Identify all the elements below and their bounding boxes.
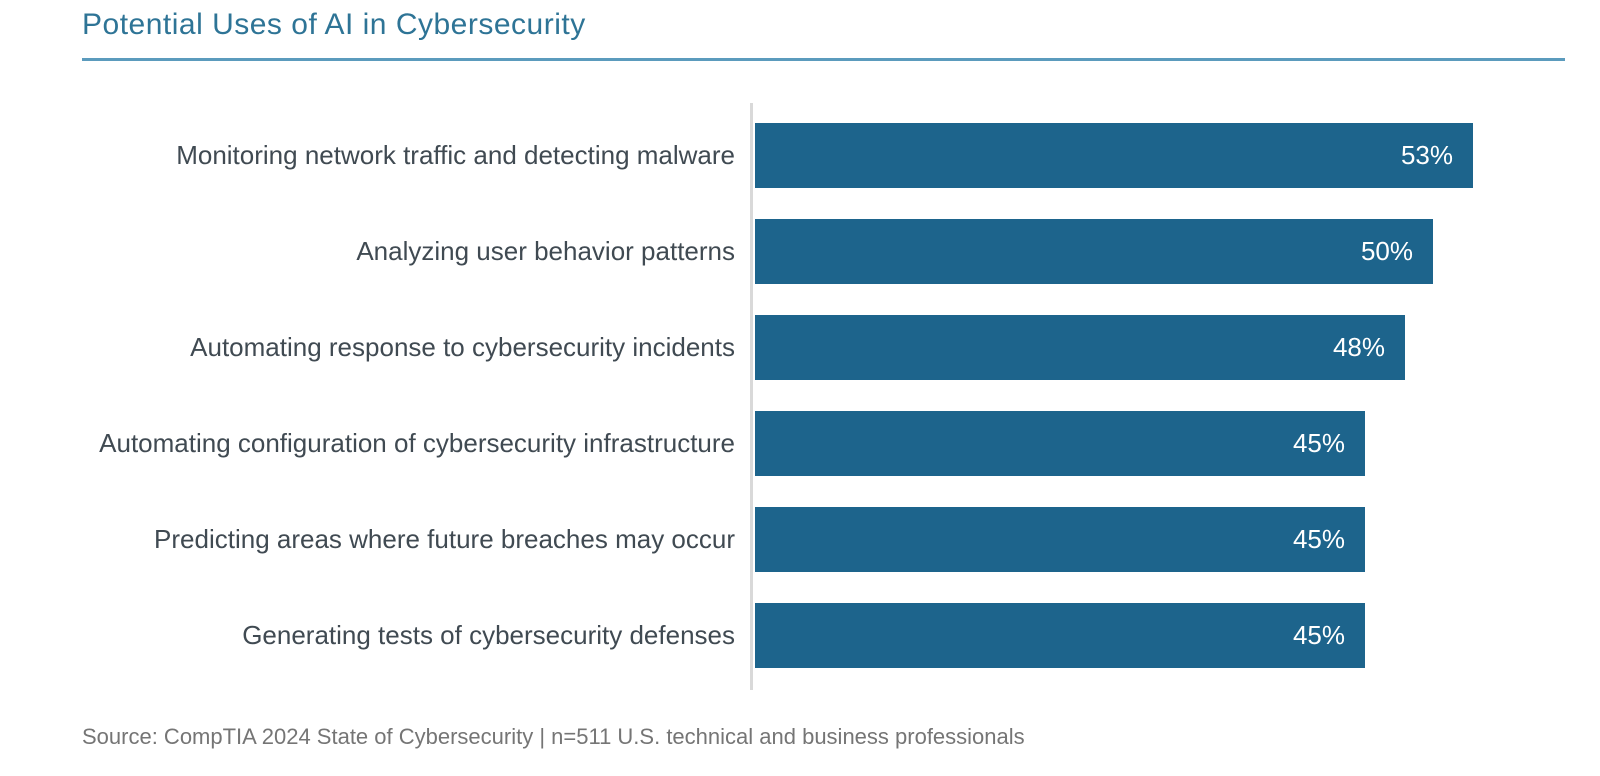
chart-row — [82, 315, 1572, 380]
bar — [755, 603, 1365, 668]
bar — [755, 507, 1365, 572]
value-label: 53% — [1400, 140, 1453, 170]
value-label: 45% — [1292, 524, 1345, 554]
category-label: Automating configuration of cybersecurity infrastructure — [99, 427, 735, 458]
chart-row — [82, 507, 1572, 572]
chart-row — [82, 603, 1572, 668]
title-divider — [82, 58, 1565, 61]
bar — [755, 315, 1405, 380]
category-label: Analyzing user behavior patterns — [356, 235, 735, 266]
chart-row — [82, 411, 1572, 476]
chart-row — [82, 219, 1572, 284]
chart-row — [82, 123, 1572, 188]
value-label: 45% — [1292, 620, 1345, 650]
value-label: 45% — [1292, 428, 1345, 458]
source-note: Source: CompTIA 2024 State of Cybersecurity | n=511 U.S. technical and business professionals — [82, 724, 1025, 749]
category-label: Generating tests of cybersecurity defenses — [242, 619, 735, 650]
bar — [755, 219, 1433, 284]
bar — [755, 123, 1473, 188]
value-label: 48% — [1332, 332, 1385, 362]
category-label: Monitoring network traffic and detecting malware — [176, 139, 735, 170]
value-label: 50% — [1360, 236, 1413, 266]
page-title: Potential Uses of AI in Cybersecurity — [82, 8, 586, 41]
category-label: Predicting areas where future breaches may occur — [154, 523, 735, 554]
bar — [755, 411, 1365, 476]
category-label: Automating response to cybersecurity incidents — [190, 331, 735, 362]
bar-chart — [82, 103, 1572, 690]
